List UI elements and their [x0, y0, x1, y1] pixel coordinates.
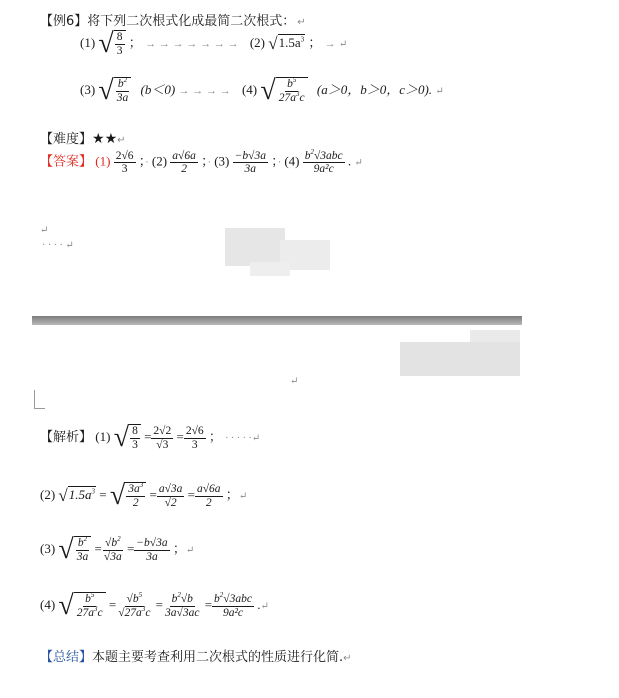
- tab-arrow-icon: →: [324, 37, 336, 50]
- answer-2-label: (2): [151, 153, 168, 169]
- summary-label: 【总结】: [40, 650, 93, 665]
- sqrt-icon: √: [58, 486, 68, 505]
- problem-1-radicand: $\frac{8}{3}$: [114, 30, 126, 56]
- tab-arrows: → → → →: [178, 84, 231, 97]
- example-label: 【例6】: [40, 14, 88, 29]
- sqrt-icon: √: [109, 480, 126, 511]
- answer-3-label: (3): [214, 153, 230, 169]
- summary-line: [40, 646, 352, 665]
- dotted-leader: · · · · ↵: [42, 240, 74, 251]
- problem-4-label: (4): [241, 81, 258, 97]
- problem-3-condition: (b＜0): [140, 81, 176, 97]
- answer-line: 【答案】 (1) $\frac{2√6}{3}$ ；· (2) $\frac{a√6a}{2}$ ；· (3) $\frac{-b√3a}{3a}$ ；· (4) $\frac{b^2√3abc}{\text{9a²c}}$ . ↵: [40, 148, 363, 176]
- dotted-leader: · · · · ·: [225, 432, 252, 444]
- paragraph-mark-icon: ↵: [40, 225, 49, 236]
- tab-arrows: → → → → → → →: [145, 37, 239, 50]
- sqrt-icon: √: [98, 75, 114, 106]
- answer-1-value: $\frac{2√6}{3}$: [115, 150, 134, 176]
- paragraph-mark-icon: ↵: [354, 157, 363, 169]
- blurred-image-4: [400, 342, 520, 376]
- sqrt-icon: √: [58, 590, 74, 621]
- difficulty-stars: ★★: [92, 131, 118, 147]
- blurred-image-3: [250, 262, 290, 276]
- page-margin-corner: [34, 390, 45, 409]
- problem-2-radicand: $1.5a^3$: [278, 34, 305, 50]
- analysis-4-label: (4): [40, 596, 56, 612]
- sqrt-icon: √: [98, 28, 114, 59]
- sqrt-icon: √: [260, 75, 276, 106]
- answer-2-value: $\frac{a√6a}{2}$: [172, 150, 196, 176]
- paragraph-mark-icon: ↵: [117, 135, 126, 146]
- paragraph-mark-icon: ↵: [343, 653, 352, 664]
- problem-row-1: [80, 30, 347, 58]
- sqrt-icon: √: [113, 422, 130, 453]
- sqrt-icon: √: [58, 534, 74, 565]
- answer-3-value: $\frac{-b√3a}{3a}$: [234, 150, 266, 176]
- sqrt-icon: √: [268, 34, 278, 53]
- paragraph-mark-icon: ↵: [338, 38, 348, 50]
- analysis-2-label: (2): [40, 486, 56, 502]
- problem-1-label: (1): [80, 34, 96, 50]
- analysis-step-2: (2) $√1.5a^3$ = √ $\frac{3a^3}{2}$ = $\frac{a√3a}{√2}$ = $\frac{a√6a}{2}$ ；↵: [40, 480, 248, 511]
- problem-3-radicand: $\frac{b^2}{3a}$: [114, 77, 132, 103]
- analysis-label: 【解析】: [40, 429, 93, 445]
- summary-text: 本题主要考查利用二次根式的性质进行化简.: [92, 650, 344, 665]
- problem-row-2: [80, 77, 444, 105]
- analysis-step-1: 【解析】 (1) √ $\frac{8}{3}$ = $\frac{2√2}{√3}$ = $\frac{2√6}{3}$ ； · · · · ·↵: [40, 422, 261, 453]
- blurred-image-5: [470, 330, 520, 342]
- problem-3-label: (3): [80, 81, 96, 97]
- problem-4-radicand: $\frac{b^5}{27a^3c}$: [276, 77, 308, 103]
- example-heading: [40, 10, 306, 29]
- semicolon: ；: [128, 34, 142, 50]
- answer-4-label: (4): [284, 153, 300, 169]
- difficulty-line: [40, 128, 126, 147]
- problem-2-label: (2): [249, 34, 265, 50]
- instruction-text: 将下列二次根式化成最简二次根式：: [87, 14, 296, 29]
- paragraph-mark-icon: ↵: [435, 85, 444, 97]
- analysis-3-label: (3): [40, 540, 56, 556]
- difficulty-label: 【难度】: [40, 132, 93, 147]
- blurred-image-1: [225, 228, 285, 266]
- answer-label: 【答案】: [40, 154, 93, 170]
- paragraph-mark-icon: ↵: [290, 376, 299, 387]
- page-break-bar: [32, 316, 522, 325]
- semicolon: ；: [308, 34, 322, 50]
- answer-4-value: $\frac{b^2√3abc}{\text{9a²c}}$: [304, 148, 343, 176]
- analysis-step-3: (3) √ $\frac{b^2}{3a}$ = $\frac{√b^2}{√3a}$ = $\frac{-b√3a}{3a}$ ；↵: [40, 534, 195, 565]
- paragraph-mark-icon: ↵: [297, 17, 306, 28]
- problem-4-condition: (a＞0，b＞0，c＞0).: [316, 81, 433, 97]
- analysis-step-4: (4) √ $\frac{b^5}{27a^3c}$ = $\frac{√b^5}{√27a^3c}$ = $\frac{b^2√b}{3a√3ac}$ = $\frac{b^2√3abc}{\text{9a²c}}$ .↵: [40, 590, 269, 621]
- analysis-1-label: (1): [95, 428, 111, 444]
- answer-1-label: (1): [95, 153, 111, 169]
